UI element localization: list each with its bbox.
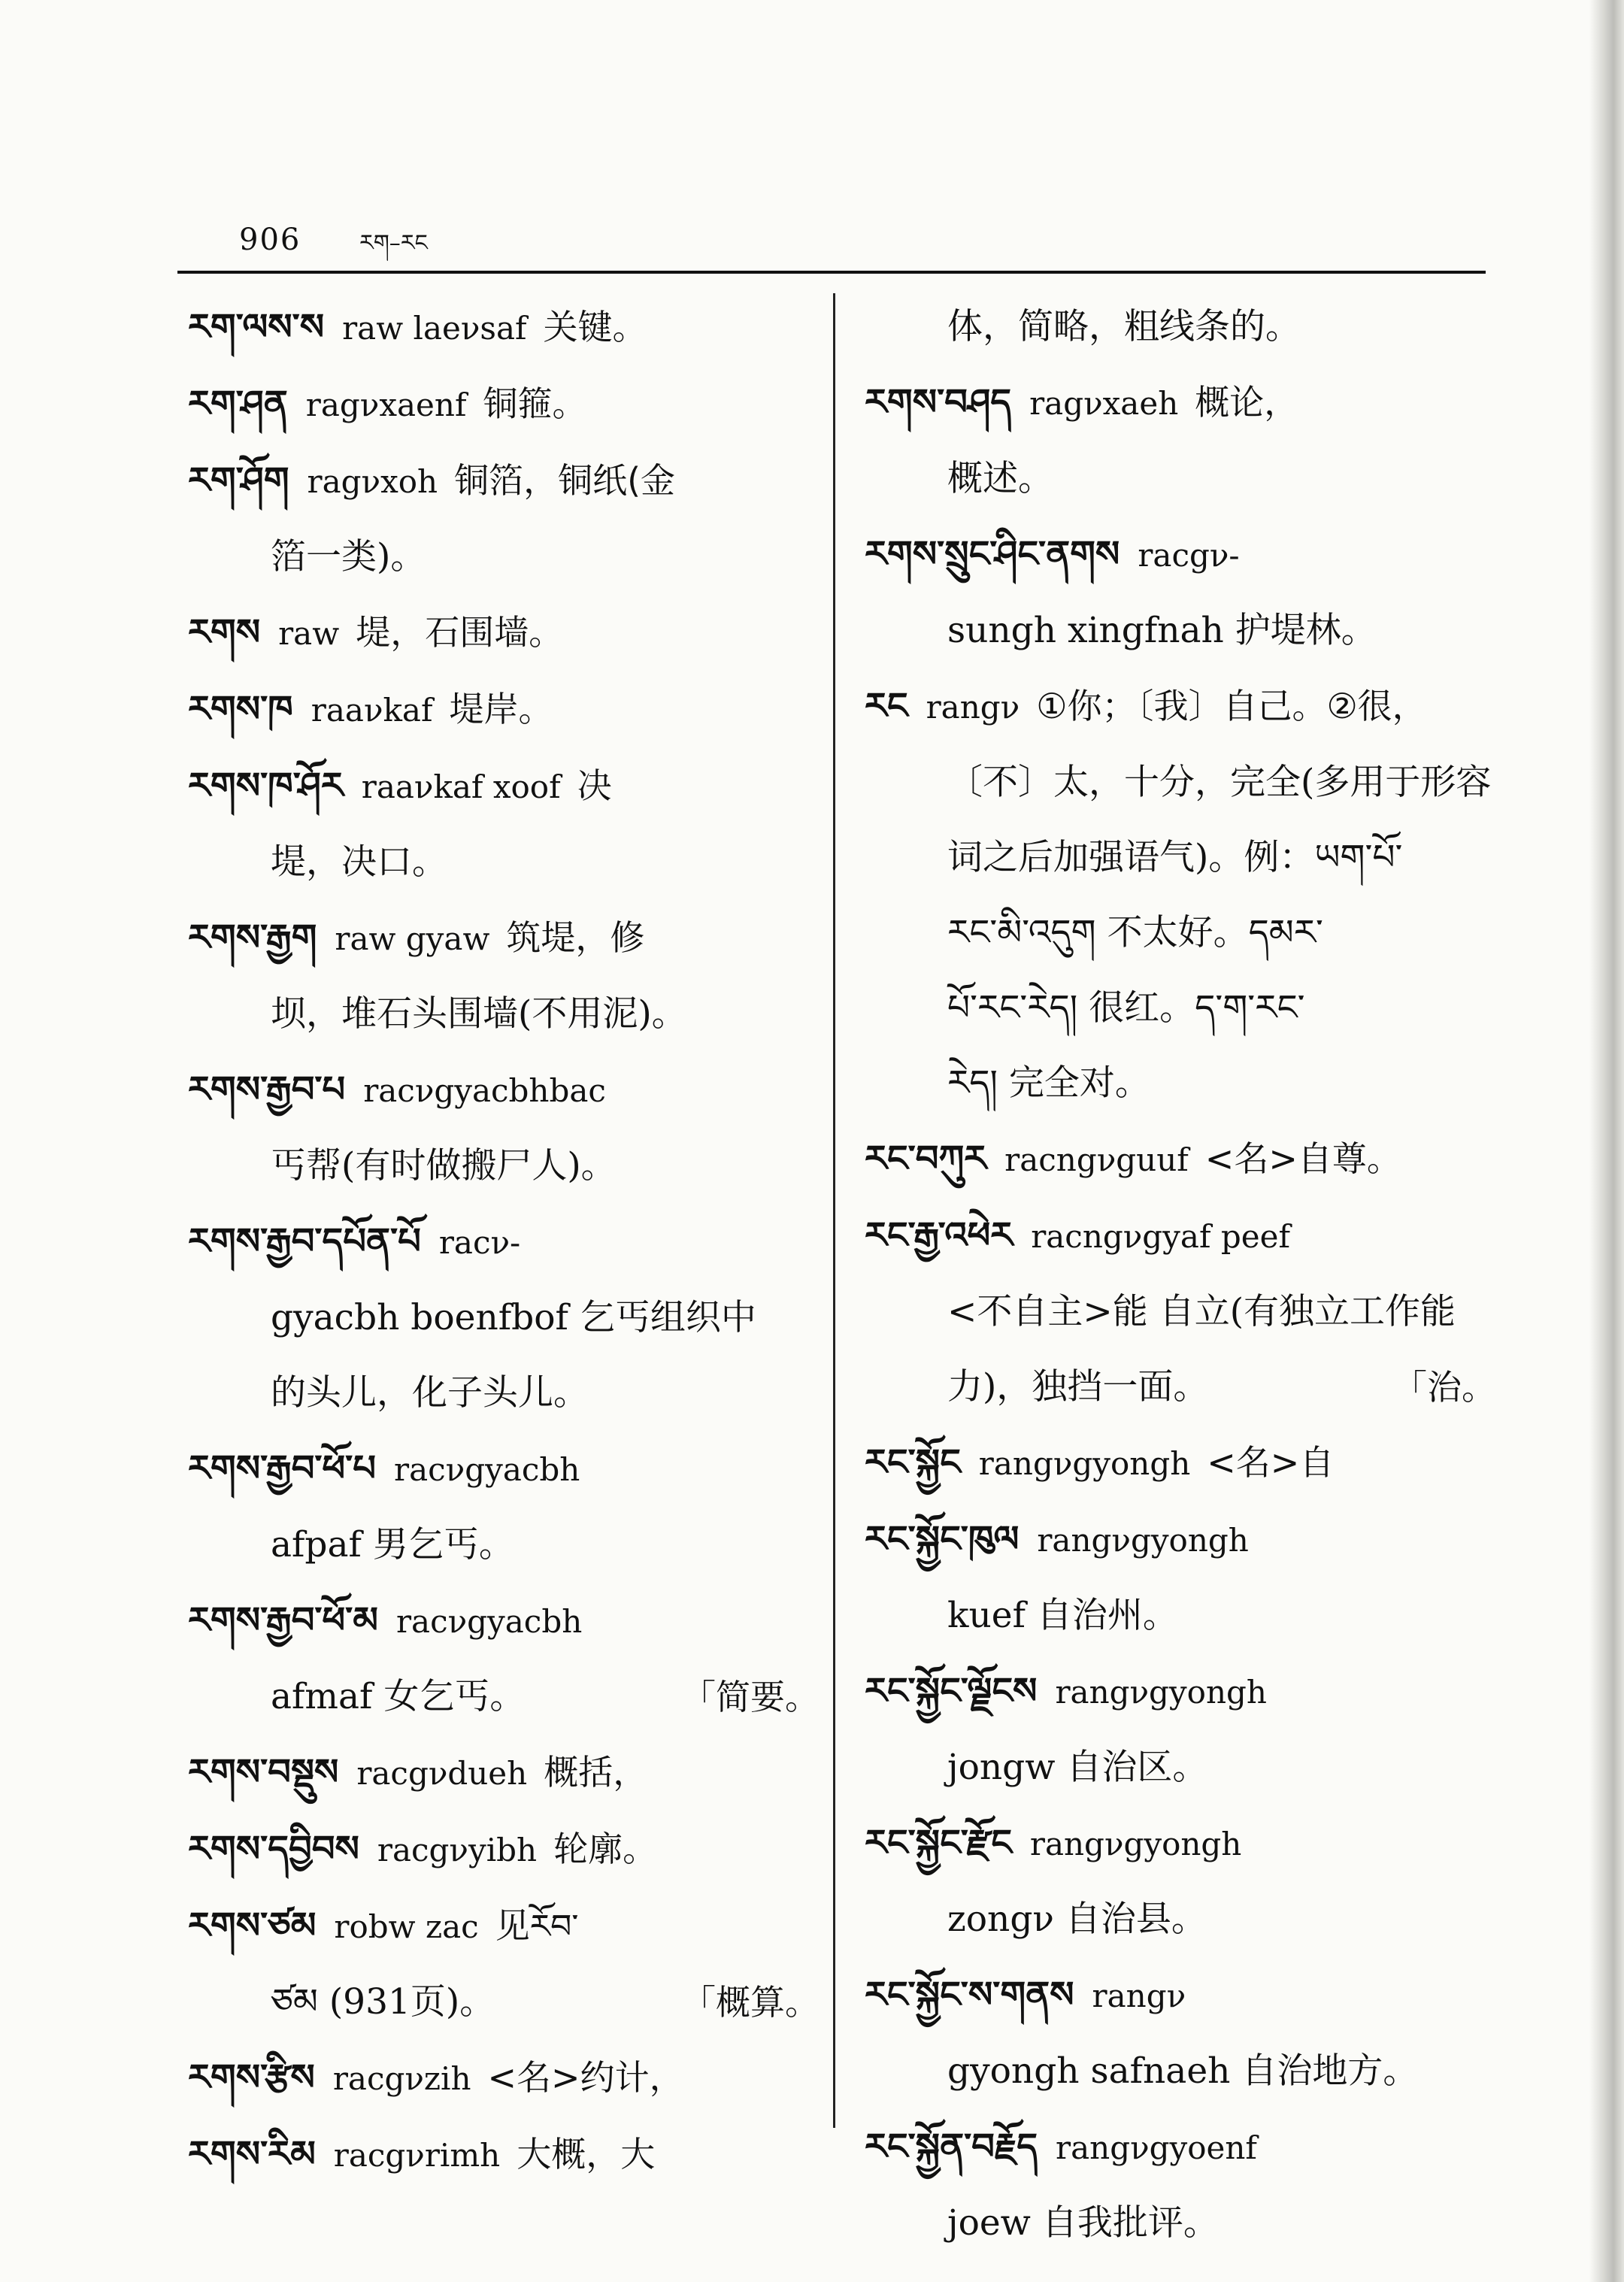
dictionary-entry xyxy=(188,1888,820,1965)
tibetan-headword: རགས་ཙམ xyxy=(188,1905,317,1947)
tibetan-headword: རགས་རྒྱབ་ཕོ་པ xyxy=(188,1447,377,1490)
tibetan-headword: རགས་རྩིས xyxy=(188,2056,315,2099)
dictionary-entry xyxy=(188,1583,820,1659)
romanization: robw zac xyxy=(334,1908,479,1945)
dictionary-entry xyxy=(188,671,820,748)
dictionary-entry xyxy=(188,1735,820,1811)
dictionary-entry xyxy=(865,1653,1496,1730)
romanization: racgνrimh xyxy=(333,2137,501,2174)
definition-continuation: པོ་རང་རེད། 很红。ད་ག་རང་ xyxy=(947,987,1305,1029)
tibetan-headword: རག་ཤན xyxy=(188,383,288,425)
right-column xyxy=(865,289,1496,2261)
left-column xyxy=(188,289,820,2193)
definition-continuation: 概述。 xyxy=(947,458,1053,499)
chinese-definition: 见 xyxy=(495,1905,530,1946)
tibetan-headword: རག་ལས་ས xyxy=(188,306,325,348)
column-divider xyxy=(833,293,835,2128)
definition-continuation: afpaf 男乞丐。 xyxy=(271,1524,514,1565)
definition-continuation: gyongh safnaeh 自治地方。 xyxy=(947,2050,1419,2092)
romanization: racngνguuf xyxy=(1004,1141,1189,1178)
tibetan-headword: རགས་རྒྱབ་པ xyxy=(188,1068,346,1111)
dictionary-entry xyxy=(865,1502,1496,1578)
chinese-definition: 筑堤，修 xyxy=(506,917,645,958)
romanization: racνgyacbh xyxy=(394,1451,580,1488)
definition-continuation: ཙམ (931页)。 「概算。 xyxy=(188,1965,820,2040)
tibetan-headword: རགས་ཁ་ཤོར xyxy=(188,765,344,807)
romanization: raaνkaf xyxy=(311,692,433,729)
romanization: racgνyibh xyxy=(377,1832,538,1868)
romanization: ragνxaenf xyxy=(305,386,467,423)
dictionary-entry xyxy=(865,1425,1496,1502)
tibetan-headword: རང་བཀུར xyxy=(865,1138,987,1180)
romanization: racgν- xyxy=(1138,537,1240,574)
dictionary-entry xyxy=(188,748,820,825)
dictionary-entry xyxy=(865,1121,1496,1198)
romanization: raw gyaw xyxy=(335,920,490,957)
dictionary-entry xyxy=(865,2109,1496,2186)
dictionary-entry xyxy=(865,517,1496,593)
definition-continuation: 的头儿，化子头儿。 xyxy=(271,1372,589,1414)
romanization: rangνgyoenf xyxy=(1056,2129,1257,2166)
definition-continuation: zongν 自治县。 xyxy=(947,1899,1207,1940)
romanization: rangν xyxy=(1092,1977,1186,2014)
page-edge xyxy=(1589,0,1624,2282)
romanization: ragνxaeh xyxy=(1029,385,1179,422)
tibetan-headword: རགས་དབྱིབས xyxy=(188,1828,359,1870)
page-number: 906 xyxy=(239,223,301,257)
dictionary-entry xyxy=(188,2040,820,2117)
tibetan-headword: རགས་སྲུང་ཤིང་ནགས xyxy=(865,533,1120,575)
margin-note: 「概算。 xyxy=(681,1982,820,2023)
definition-continuation: <不自主>能 自立(有独立工作能 xyxy=(947,1291,1456,1332)
romanization: racngνgyaf peef xyxy=(1031,1218,1290,1255)
chinese-definition: <名>自尊。 xyxy=(1204,1138,1401,1179)
chinese-definition: 堤，石围墙。 xyxy=(356,612,564,653)
definition-continuation: joew 自我批评。 xyxy=(947,2202,1219,2244)
dictionary-entry xyxy=(865,1198,1496,1274)
dictionary-entry xyxy=(188,595,820,671)
running-head: རག–རང xyxy=(359,230,428,256)
dictionary-entry xyxy=(865,1805,1496,1882)
romanization: racgνdueh xyxy=(356,1755,528,1792)
romanization: raw xyxy=(278,615,340,652)
chinese-definition: 轮廓。 xyxy=(553,1829,658,1869)
romanization: racνgyacbhbac xyxy=(363,1072,606,1109)
tibetan-crossref: རོབ་ xyxy=(529,1908,579,1946)
chinese-definition: 概括， xyxy=(544,1752,648,1793)
romanization: rangνgyongh xyxy=(1055,1674,1267,1711)
chinese-definition: <名>约计， xyxy=(487,2057,684,2098)
tibetan-headword: རགས་ཁ xyxy=(188,688,293,730)
tibetan-headword: རགས་རྒྱག xyxy=(188,917,317,959)
definition-continuation: kuef 自治州。 xyxy=(947,1595,1178,1636)
tibetan-headword: རག་ཤོག xyxy=(188,459,289,502)
tibetan-headword: རགས་རིམ xyxy=(188,2133,316,2175)
dictionary-entry xyxy=(188,443,820,520)
romanization: rangνgyongh xyxy=(1037,1522,1249,1559)
chinese-definition: 铜箔，铜纸(金 xyxy=(454,460,676,501)
romanization: rangνgyongh xyxy=(1029,1826,1242,1862)
chinese-definition: 大概，大 xyxy=(517,2134,656,2174)
tibetan-headword: རང་སྐྱོང་ས་གནས xyxy=(865,1974,1074,2016)
definition-continuation: 坝，堆石头围墙(不用泥)。 xyxy=(271,993,687,1035)
definition-continuation: 丐帮(有时做搬尸人)。 xyxy=(271,1145,617,1186)
chinese-definition: ①你；〔我〕自己。②很， xyxy=(1036,686,1427,726)
definition-continuation: 词之后加强语气)。例：ཡག་པོ་ xyxy=(947,837,1403,878)
header-rule xyxy=(177,271,1486,274)
tibetan-headword: རང་སྐྱོང་རྫོང xyxy=(865,1822,1012,1864)
definition-continuation: རང་མི་འདུག 不太好。དམར་ xyxy=(947,912,1323,953)
dictionary-entry xyxy=(865,668,1496,745)
definition-continuation: jongw 自治区。 xyxy=(947,1747,1208,1788)
chinese-definition: 堤岸。 xyxy=(449,689,553,729)
definition-continuation: 体，简略，粗线条的。 xyxy=(947,306,1301,347)
margin-note: 「治。 xyxy=(1392,1367,1496,1408)
chinese-definition: <名>自 xyxy=(1207,1442,1335,1483)
romanization: racgνzih xyxy=(332,2060,471,2097)
definition-continuation: afmaf 女乞丐。 「简要。 xyxy=(188,1659,820,1735)
tibetan-headword: རང་སྐྱོན་བརྗོད xyxy=(865,2126,1038,2168)
tibetan-headword: རགས་རྒྱབ་ཕོ་མ xyxy=(188,1599,378,1641)
dictionary-entry xyxy=(188,1204,820,1280)
tibetan-headword: རགས་རྒྱབ་དཔོན་པོ xyxy=(188,1220,421,1262)
tibetan-headword: རང་སྐྱོང་ཁུལ xyxy=(865,1518,1020,1560)
dictionary-entry xyxy=(188,1811,820,1888)
definition-continuation: 堤，决口。 xyxy=(271,841,447,883)
definition-continuation: gyacbh boenfbof 乞丐组织中 xyxy=(271,1297,756,1338)
tibetan-headword: རགས་བཤད xyxy=(865,381,1012,423)
romanization: rangνgyongh xyxy=(978,1445,1191,1482)
tibetan-headword: རགས་བསྡུས xyxy=(188,1751,339,1793)
tibetan-headword: རང xyxy=(865,685,908,727)
tibetan-headword: རང་རྒྱ་འཕེར xyxy=(865,1214,1013,1256)
romanization: racν- xyxy=(438,1224,521,1261)
chinese-definition: 概论， xyxy=(1195,382,1299,423)
chinese-definition: 决 xyxy=(577,765,612,806)
chinese-definition: 铜箍。 xyxy=(483,383,587,424)
definition-continuation: རེད། 完全对。 xyxy=(947,1062,1150,1104)
dictionary-entry xyxy=(188,366,820,443)
tibetan-headword: རང་སྐྱོང xyxy=(865,1441,961,1483)
dictionary-entry xyxy=(188,1052,820,1129)
tibetan-headword: རགས xyxy=(188,611,261,653)
romanization: raw laeνsaf xyxy=(342,310,527,347)
definition-continuation: 力)，独挡一面。 「治。 xyxy=(865,1350,1496,1425)
tibetan-headword: རང་སྐྱོང་ལྗོངས xyxy=(865,1670,1038,1712)
dictionary-entry xyxy=(188,1431,820,1508)
definition-continuation: sungh xingfnah 护堤林。 xyxy=(947,610,1377,651)
dictionary-entry xyxy=(188,2117,820,2193)
margin-note: 「简要。 xyxy=(681,1677,820,1717)
dictionary-entry xyxy=(865,1957,1496,2034)
dictionary-entry xyxy=(188,900,820,977)
definition-continuation: 箔一类)。 xyxy=(271,536,426,577)
definition-continuation: 〔不〕太，十分，完全(多用于形容 xyxy=(947,762,1492,803)
chinese-definition: 关键。 xyxy=(543,307,647,347)
page-header xyxy=(239,218,1487,263)
dictionary-entry xyxy=(188,289,820,366)
romanization: racνgyacbh xyxy=(395,1603,583,1640)
dictionary-entry xyxy=(865,365,1496,441)
romanization: raaνkaf xoof xyxy=(361,768,561,805)
romanization: ragνxoh xyxy=(307,463,438,500)
romanization: rangν xyxy=(926,689,1020,726)
